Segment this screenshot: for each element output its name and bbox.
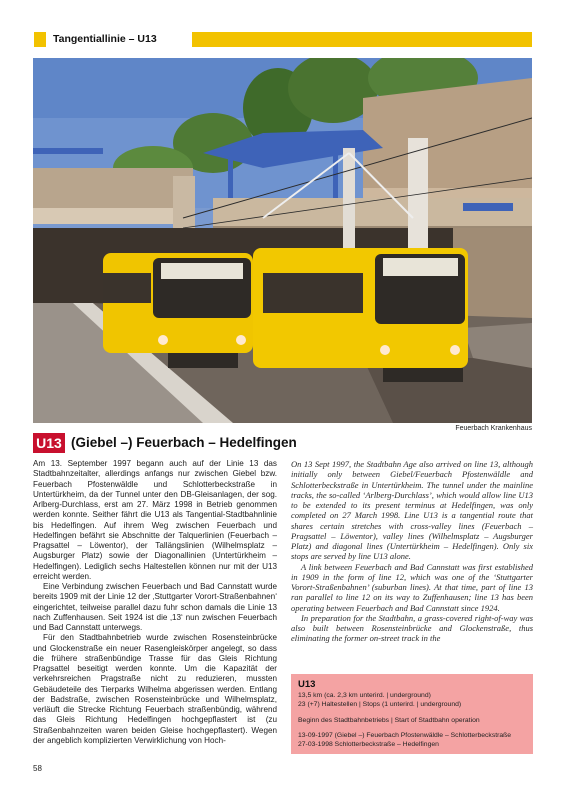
- info-date-row: 27-03-1998 Schlotterbeckstraße – Hedelfingen: [298, 741, 439, 748]
- page-header: [34, 32, 532, 47]
- info-start-heading: Beginn des Stadtbahnbetriebs | Start of Stadtbahn operation: [298, 717, 480, 724]
- english-text-column: [291, 459, 533, 644]
- info-stops: 23 (+7) Haltestellen | Stops (1 unterird. | underground): [298, 701, 462, 708]
- photo-caption: Feuerbach Krankenhaus: [455, 425, 532, 432]
- route-title: (Giebel –) Feuerbach – Hedelfingen: [71, 435, 297, 450]
- page-number: 58: [33, 764, 42, 773]
- english-paragraph: A link between Feuerbach and Bad Cannstatt was first established in 1909 in the form of line 12, which was one of the ‘Stuttgarter Vorort-Straßenbahnen’ (suburban lines). At that time, part of line 13 ran parallel to line 12 on its way to Zuffenhausen; line 13 has been operating between Feuerbach and Bad Cannstatt since 1924.: [291, 561, 533, 613]
- german-paragraph: Für den Stadtbahnbetrieb wurde zwischen Rosensteinbrücke und Glockenstraße ein neuer Rasengleiskörper angelegt, so dass die frühere straßenbündige Trasse für das Gleis Richtung Pragsattel beseitigt werden konnte. Um die Kapazität der verkehrsreichen Pragstraße nicht zu reduzieren, mussten Gebäudeteile des Tierparks Wilhelma abgerissen werden. Entlang der Badstraße, zwischen Rosensteinbrücke und Wilhelmsplatz, verläuft die Strecke Richtung Feuerbach straßenbündig, während das Gleis Richtung Hedelfingen hochgepflastert ist (zu Straßenbahnzeiten waren beiden Gleise hochgepflastert). Wegen der angeblich komplizierten Verwirklichung von Hoch-: [33, 633, 277, 745]
- english-paragraph: On 13 Sept 1997, the Stadtbahn Age also arrived on line 13, although initially only between Giebel/Feuerbach Pfostenwäldle and Schlotterbeckstraße in Untertürkheim. The tunnel under the mainline tracks, the so-called ‘Arlberg-Durchlass’, which would allow line U13 to be extended to its present terminus at Hedelfingen, was only completed on 27 March 1998. Line U13 is a tangential route that shares certain stretches with cross-valley lines (Feuerbach – Pragsattel – Löwentor), valley lines (Wilhelmsplatz – Augsburger Platz) and diagonal lines (Untertürkheim – Hedelfingen). Only six stops are served by line U13 alone.: [291, 459, 533, 562]
- german-paragraph: Am 13. September 1997 begann auch auf der Linie 13 das Stadtbahnzeitalter, allerdings anfangs nur zwischen Giebel bzw. Feuerbach Pfostenwäldle und Schlotterbeckstraße in Untertürkheim, da der Tunnel unter den DB-Gleisanlagen, der sog. Arlberg-Durchlass, erst am 27. März 1998 in Betrieb genommen werden konnte. Seither fährt die U13 als Tangential-Stadtbahnlinie bis Hedelfingen. Auf ihrem Weg zwischen Feuerbach und Hedelfingen befährt sie Abschnitte der Talquerlinien (Feuerbach – Pragsattel – Löwentor), der Tallängslinien (Wilhelmsplatz – Augsburger Platz) sowie der Diagonallinien (Untertürkheim – Hedelfingen). Lediglich sechs Haltestellen können nur mit der U13 erreicht werden.: [33, 459, 277, 581]
- chapter-title: Tangentiallinie – U13: [53, 33, 157, 45]
- info-box-title: U13: [298, 679, 316, 690]
- info-date-row: 13-09-1997 (Giebel –) Feuerbach Pfostenwäldle – Schlotterbeckstraße: [298, 732, 512, 739]
- station-photo: [33, 58, 532, 423]
- header-accent-square: [34, 32, 46, 47]
- english-paragraph: In preparation for the Stadtbahn, a grass-covered right-of-way was also built between Rosensteinbrücke and Glockenstraße, thus eliminating the former on-street track in the: [291, 612, 533, 644]
- german-text-column: [33, 459, 277, 746]
- header-accent-bar: [192, 32, 532, 47]
- line-info-box: [291, 674, 533, 754]
- info-length: 13,5 km (ca. 2,3 km unterird. | underground): [298, 692, 431, 699]
- line-badge: U13: [33, 433, 65, 453]
- german-paragraph: Eine Verbindung zwischen Feuerbach und Bad Cannstatt wurde bereits 1909 mit der Linie 12 der ‚Stuttgarter Vorort-Straßenbahnen‘ eingerichtet, teilweise parallel dazu fuhr schon damals die Linie 13 nach Zuffenhausen. Seit 1924 ist die ‚13‘ nun zwischen Feuerbach und Bad Cannstatt unterwegs.: [33, 582, 277, 632]
- line-heading: [33, 433, 513, 453]
